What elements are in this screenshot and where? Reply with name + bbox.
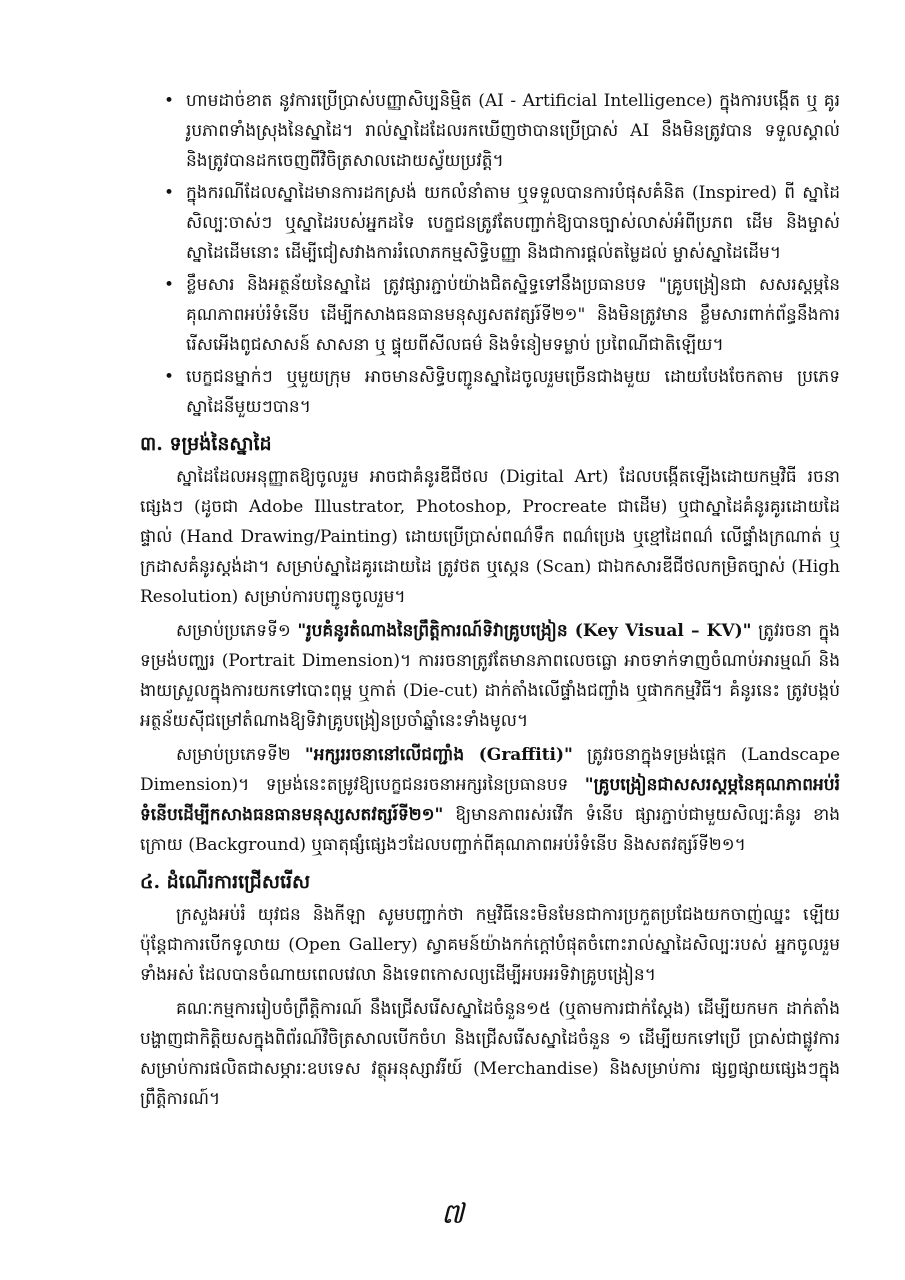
bullet-inspired-source: • ក្នុងករណីដែលស្នាដៃមានការដកស្រង់ យកលំនាំតាម ឬទទួលបានការបំផុសគំនិត (Inspired) ពី ស្នាដៃសិល្បៈចាស់ៗ ឬស្នាដៃរបស់អ្នកដទៃ បេក្ខជនត្រូវតែបញ្ជាក់ឱ្យបានច្បាស់លាស់អំពីប្រភព ដើម និងម្ចាស់ស្នាដៃដើមនោះ ដើម្បីជៀសវាងការរំលោភកម្មសិទ្ធិបញ្ញា និងជាការផ្តល់តម្លៃដល់ ម្ចាស់ស្នាដៃដើម។ xyxy=(186,178,840,268)
p2-body: ត្រូវរចនា ក្នុងទម្រង់បញ្ឈរ (Portrait Dimension)។ ការរចនាត្រូវតែមានភាពលេចធ្លោ អាចទាក់ទាញចំណាប់អារម្មណ៍ និងងាយស្រួលក្នុងការយកទៅបោះពុម្ព ឬកាត់ (Die-cut) ដាក់តាំងលើផ្ទាំងជញ្ជាំង ឬផាកកម្មវិធី។ គំនូរនេះ ត្រូវបង្កប់អត្ថន័យស៊ីជម្រៅតំណាងឱ្យទិវាគ្រូបង្រៀនប្រចាំឆ្នាំនេះទាំងមូល។ xyxy=(140,621,841,731)
section-4-paragraph-2: គណៈកម្មការរៀបចំព្រឹត្តិការណ៍ នឹងជ្រើសរើសស្នាដៃចំនួន១៥ (ឬតាមការជាក់ស្តែង) ដើម្បីយកមក ដាក់តាំងបង្ហាញជាកិត្តិយសក្នុងពិព័រណ៍វិចិត្រសាលបើកចំហ និងជ្រើសរើសស្នាដៃចំនួន ១ ដើម្បីយកទៅប្រើ ប្រាស់ជាផ្លូវការ សម្រាប់ការផលិតជាសម្ភារៈឧបទេស វត្ថុអនុស្សាវរីយ៍ (Merchandise) និងសម្រាប់ការ ផ្សព្វផ្សាយផ្សេងៗក្នុងព្រឹត្តិការណ៍។ xyxy=(140,999,840,1109)
p3-theme-title: "គ្រូបង្រៀនជាសសរស្តម្ភនៃគុណភាពអប់រំទំនើបដើម្បីកសាងធនធានមនុស្សសតវត្សរ៍ទី២១" xyxy=(140,775,840,825)
rules-bullet-list xyxy=(140,86,840,422)
p3-intro: សម្រាប់ប្រភេទទី២ xyxy=(176,745,305,765)
page-number: ៧ xyxy=(441,1197,464,1230)
p2-intro: សម្រាប់ប្រភេទទី១ xyxy=(176,621,298,641)
bullet-theme-content: • ខ្លឹមសារ និងអត្ថន័យនៃស្នាដៃ ត្រូវផ្សារភ្ជាប់យ៉ាងជិតស្និទ្ធទៅនឹងប្រធានបទ "គ្រូបង្រៀនជា សសរស្តម្ភនៃគុណភាពអប់រំទំនើប ដើម្បីកសាងធនធានមនុស្សសតវត្សរ៍ទី២១" និងមិនត្រូវមាន ខ្លឹមសារពាក់ព័ន្ធនឹងការរើសអើងពូជសាសន៍ សាសនា ឬ ផ្ទុយពីសីលធម៌ និងទំនៀមទម្លាប់ ប្រពៃណីជាតិឡើយ។ xyxy=(186,270,840,360)
section-4-paragraph-1: ក្រសួងអប់រំ យុវជន និងកីឡា សូមបញ្ជាក់ថា កម្មវិធីនេះមិនមែនជាការប្រកួតប្រជែងយកចាញ់ឈ្នះ ឡើយ ប៉ុន្តែជាការបើកទូលាយ (Open Gallery) ស្វាគមន៍យ៉ាងកក់ក្តៅបំផុតចំពោះរាល់ស្នាដៃសិល្បៈរបស់ អ្នកចូលរួមទាំងអស់ ដែលបានចំណាយពេលវេលា និងទេពកោសល្យដើម្បីអបអរទិវាគ្រូបង្រៀន។ xyxy=(140,905,840,985)
p3-graffiti-title: "អក្សររចនានៅលើជញ្ជាំង (Graffiti)" xyxy=(304,745,573,765)
section-3-heading: ៣. ទម្រង់នៃស្នាដៃ xyxy=(140,433,272,455)
bullet-multiple-entries: • បេក្ខជនម្នាក់ៗ ឬមួយក្រុម អាចមានសិទ្ធិបញ្ជូនស្នាដៃចូលរួមច្រើនជាងមួយ ដោយបែងចែកតាម ប្រភេទស្នាដៃនីមួយៗបាន។ xyxy=(186,362,840,422)
section-3-paragraph-1: ស្នាដៃដែលអនុញ្ញាតឱ្យចូលរួម អាចជាគំនូរឌីជីថល (Digital Art) ដែលបង្កើតឡើងដោយកម្មវិធី រចនាផ្សេងៗ (ដូចជា Adobe Illustrator, Photoshop, Procreate ជាដើម) ឬជាស្នាដៃគំនូរគូរដោយដៃ ផ្ទាល់ (Hand Drawing/Painting) ដោយប្រើប្រាស់ពណ៌ទឹក ពណ៌ប្រេង ឬខ្មៅដៃពណ៌ លើផ្ទាំងក្រណាត់ ឬ ក្រដាសគំនូរស្តង់ដា។ សម្រាប់ស្នាដៃគូរដោយដៃ ត្រូវថត ឬស្កេន (Scan) ជាឯកសារឌីជីថលកម្រិតច្បាស់ (High Resolution) សម្រាប់ការបញ្ជូនចូលរួម។ xyxy=(140,467,840,607)
section-3-paragraph-3 xyxy=(140,740,840,860)
section-3-paragraph-2 xyxy=(140,616,840,736)
page-content xyxy=(140,86,840,1118)
p2-key-visual-title: "រូបគំនូរតំណាងនៃព្រឹត្តិការណ៍ទិវាគ្រូបង្រៀន (Key Visual – KV)" xyxy=(297,621,752,641)
bullet-ai-prohibition: • ហាមដាច់ខាត នូវការប្រើប្រាស់បញ្ញាសិប្បនិម្មិត (AI - Artificial Intelligence) ក្នុងការបង្កើត ឬ គូររូបភាពទាំងស្រុងនៃស្នាដៃ។ រាល់ស្នាដៃដែលរកឃើញថាបានប្រើប្រាស់ AI នឹងមិនត្រូវបាន ទទួលស្គាល់ និងត្រូវបានដកចេញពីវិចិត្រសាលដោយស្វ័យប្រវត្តិ។ xyxy=(186,86,840,176)
section-4-heading: ៤. ដំណើរការជ្រើសរើស xyxy=(140,871,311,893)
p3-body-2: ឱ្យមានភាពរស់រវើក ទំនើប ផ្សារភ្ជាប់ជាមួយសិល្បៈគំនូរ ខាងក្រោយ (Background) ឬធាតុផ្សំផ្សេងៗដែលបញ្ជាក់ពីគុណភាពអប់រំទំនើប និងសតវត្សរ៍ទី២១។ xyxy=(140,805,840,855)
p3-body-1: ត្រូវរចនាក្នុងទម្រង់ផ្តេក (Landscape Dimension)។ ទម្រង់នេះតម្រូវឱ្យបេក្ខជនរចនាអក្សរនៃប្រធានបទ xyxy=(140,745,841,795)
